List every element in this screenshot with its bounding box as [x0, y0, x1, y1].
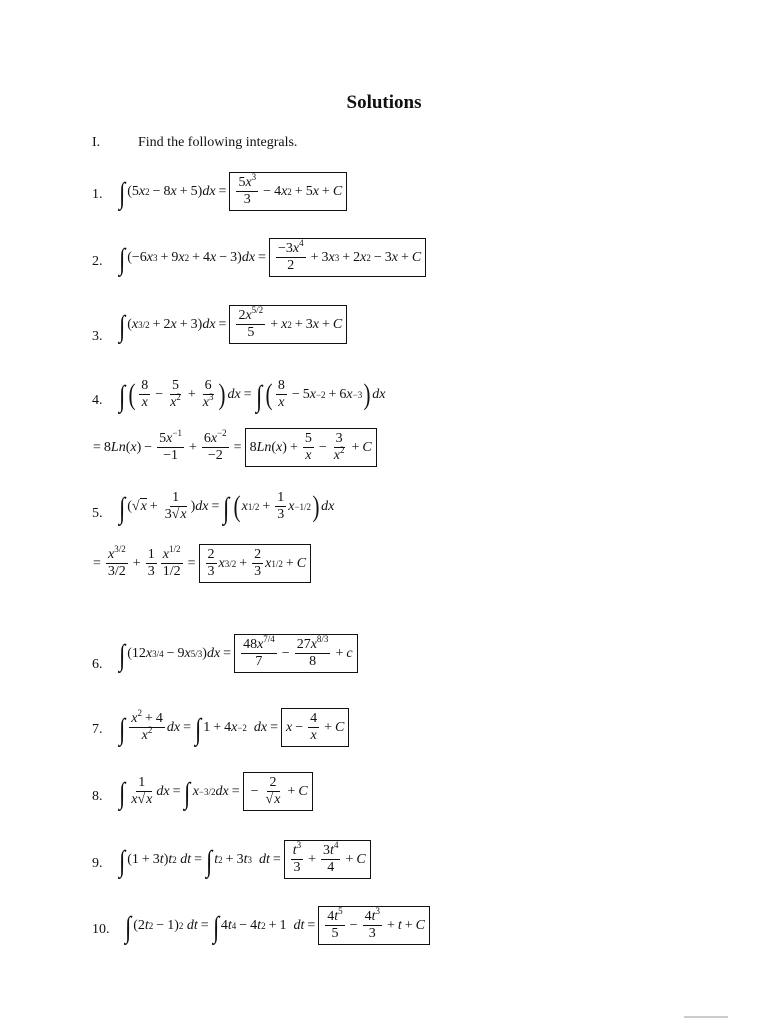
- problem-6-answer: $\frac{48x^{7/4}}{7}$ − $\frac{27x^{8/3}}{8}$ + c: [234, 634, 358, 673]
- section-heading: [92, 135, 297, 151]
- problem-5-equation: ∫ (√ x + $\frac{1}{3√x}$ ) dx = ∫ ( x 1/2 + $\frac{1}{3}$ x −1/2 ) dx: [119, 489, 335, 525]
- problem-7-label: 7.: [92, 722, 103, 737]
- problem-9-answer: $\frac{t^3}{3}$ + $\frac{3t^4}{4}$ + C: [284, 840, 371, 879]
- problem-8-equation: ∫ $\frac{1}{x√x}$ dx = ∫ x −3/2 dx = − $\frac{2}{√x}$ + C: [118, 772, 313, 811]
- problem-3-label: 3.: [92, 329, 103, 344]
- problem-5-solution: = $\frac{x^{3/2}}{3/2}$ + $\frac{1}{3}$ $\frac{x^{1/2}}{1/2}$ = $\frac{2}{3}$ x 3/2 + $\frac{2}{3}$ x 1/2 + C: [90, 544, 311, 583]
- problem-8-answer: − $\frac{2}{√x}$ + C: [243, 772, 313, 811]
- problem-1-equation: ∫ (5 x 2 − 8 x + 5) dx = $\frac{5x^3}{3}$ − 4 x 2 + 5 x + C: [118, 172, 347, 211]
- problem-10-answer: $\frac{4t^5}{5}$ − $\frac{4t^3}{3}$ + t + C: [318, 906, 430, 945]
- section-number: I.: [92, 135, 101, 150]
- problem-1-label: 1.: [92, 187, 103, 202]
- problem-3-equation: ∫ ( x 3/2 + 2 x + 3) dx = $\frac{2x^{5/2}}{5}$ + x 2 + 3 x + C: [118, 305, 347, 344]
- page-title: Solutions: [346, 92, 422, 113]
- problem-6-equation: ∫ (12 x 3/4 − 9 x 5/3 ) dx = $\frac{48x^{7/4}}{7}$ − $\frac{27x^{8/3}}{8}$ + c: [118, 634, 358, 673]
- problem-2-label: 2.: [92, 254, 103, 269]
- problem-8-label: 8.: [92, 789, 103, 804]
- problem-4-equation: ∫ ( $\frac{8}{x}$ − $\frac{5}{x^2}$ + $\frac{6}{x^3}$ ) dx = ∫ ( $\frac{8}{x}$ − 5 x −2 + 6 x −3 ) dx: [119, 377, 386, 413]
- problem-10-label: 10.: [92, 922, 110, 937]
- problem-4-answer: 8 Ln ( x ) + $\frac{5}{x}$ − $\frac{3}{x^2}$ + C: [245, 428, 377, 467]
- problem-2-answer: $\frac{-3x^4}{2}$ + 3 x 3 + 2 x 2 − 3 x + C: [269, 238, 426, 277]
- problem-7-equation: ∫ $\frac{x^2 + 4}{x^2}$ dx = ∫ 1 + 4 x −2 dx = x − $\frac{4}{x}$ + C: [118, 708, 349, 747]
- problem-1-answer: $\frac{5x^3}{3}$ − 4 x 2 + 5 x + C: [229, 172, 347, 211]
- problem-10-equation: ∫ (2 t 2 − 1) 2 dt = ∫ 4 t 4 − 4 t 2 + 1 dt = $\frac{4t^5}{5}$ − $\frac{4t^3}{3}$ + t + C: [124, 906, 430, 945]
- problem-5-label: 5.: [92, 506, 103, 521]
- page-footer-mark: [684, 1016, 728, 1018]
- problem-4-solution: = 8 Ln ( x ) − $\frac{5x^{-1}}{-1}$ + $\frac{6x^{-2}}{-2}$ = 8 Ln ( x ) + $\frac{5}{x}$ − $\frac{3}{x^2}$ + C: [90, 428, 377, 467]
- problem-3-answer: $\frac{2x^{5/2}}{5}$ + x 2 + 3 x + C: [229, 305, 347, 344]
- problem-7-answer: x − $\frac{4}{x}$ + C: [281, 708, 349, 747]
- problem-6-label: 6.: [92, 657, 103, 672]
- problem-9-label: 9.: [92, 856, 103, 871]
- problem-4-label: 4.: [92, 393, 103, 408]
- problem-5-answer: $\frac{2}{3}$ x 3/2 + $\frac{2}{3}$ x 1/2 + C: [199, 544, 312, 583]
- problem-9-equation: ∫ (1 + 3 t ) t 2 dt = ∫ t 2 + 3 t 3 dt = $\frac{t^3}{3}$ + $\frac{3t^4}{4}$ + C: [118, 840, 371, 879]
- problem-2-equation: ∫ (−6 x 3 + 9 x 2 + 4 x − 3) dx = $\frac{-3x^4}{2}$ + 3 x 3 + 2 x 2 − 3 x + C: [118, 238, 426, 277]
- section-text: Find the following integrals.: [138, 135, 298, 150]
